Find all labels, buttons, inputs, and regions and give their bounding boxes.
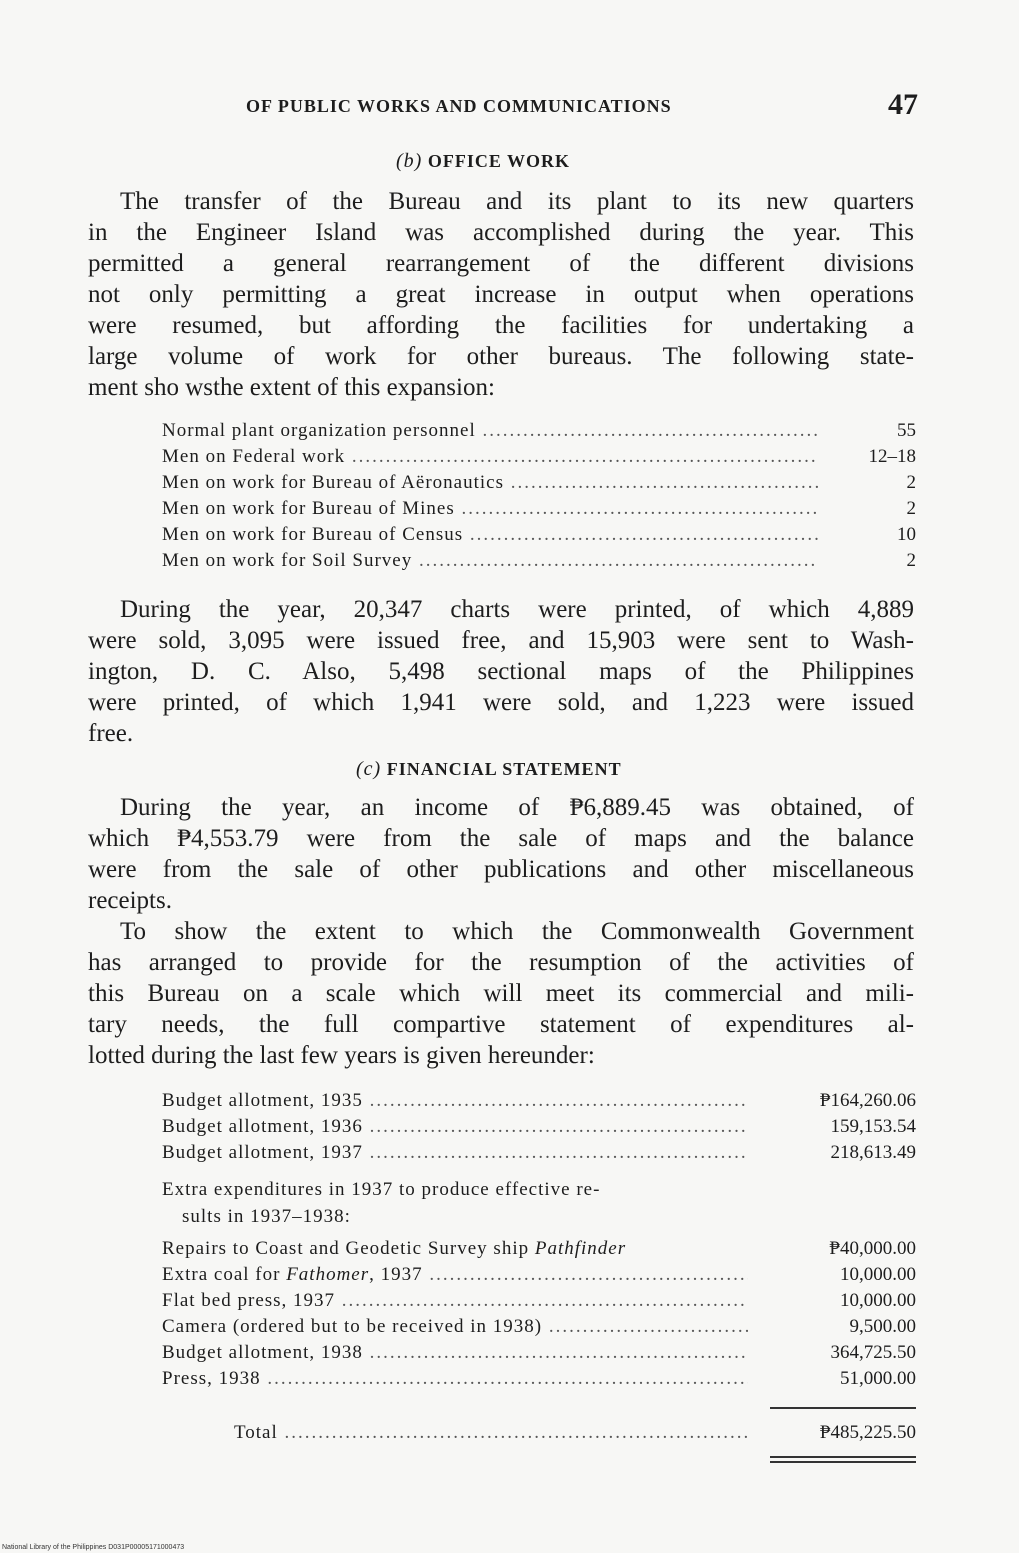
row-label bbox=[162, 1238, 762, 1260]
row-value: 364,725.50 bbox=[830, 1342, 916, 1363]
text-line: not only permitting a great increase in output when operations bbox=[88, 281, 914, 308]
row-value: 2 bbox=[906, 498, 916, 519]
text-line: ington, D. C. Also, 5,498 sectional maps of the Philippines bbox=[88, 658, 914, 685]
text-line: During the year, 20,347 charts were printed, of which 4,889 bbox=[120, 596, 914, 623]
section-title: OFFICE WORK bbox=[427, 151, 571, 171]
table-row bbox=[162, 498, 916, 524]
text-line: were resumed, but affording the facilities for undertaking a bbox=[88, 312, 914, 339]
table-row bbox=[162, 1264, 916, 1290]
section-label: (c) bbox=[356, 758, 382, 780]
row-label: Camera (ordered but to be received in 1938) ..... bbox=[162, 1316, 748, 1338]
text-line: Extra expenditures in 1937 to produce effective re- bbox=[162, 1179, 601, 1200]
row-label: Normal plant organization personnel ..... bbox=[162, 420, 818, 442]
row-label: Budget allotment, 1938 ..... bbox=[162, 1342, 748, 1364]
text-line: free. bbox=[88, 720, 134, 747]
text-line: this Bureau on a scale which will meet its commercial and mili- bbox=[88, 980, 914, 1007]
text-line: lotted during the last few years is given hereunder: bbox=[88, 1042, 595, 1069]
ship-name: Pathfinder bbox=[534, 1238, 627, 1259]
ship-name: Fathomer bbox=[286, 1264, 370, 1285]
row-value: 2 bbox=[906, 550, 916, 571]
row-label: Flat bed press, 1937 ..... bbox=[162, 1290, 748, 1312]
extra-expenditures-note bbox=[162, 1176, 762, 1230]
total-table bbox=[162, 1422, 916, 1448]
row-value: 55 bbox=[897, 420, 916, 441]
text-line: were from the sale of other publications and other miscellaneous bbox=[88, 856, 914, 883]
row-label: Men on work for Bureau of Mines ..... bbox=[162, 498, 818, 520]
total-rule bbox=[770, 1407, 916, 1409]
row-label: Men on Federal work ..... bbox=[162, 446, 818, 468]
label-suffix: , 1937 bbox=[369, 1264, 423, 1285]
table-row bbox=[162, 1116, 916, 1142]
table-row bbox=[162, 550, 916, 576]
row-value: 51,000.00 bbox=[840, 1368, 916, 1389]
table-row bbox=[162, 420, 916, 446]
double-rule-top bbox=[770, 1456, 916, 1458]
table-row bbox=[162, 1238, 916, 1264]
row-value: 159,153.54 bbox=[830, 1116, 916, 1137]
section-label: (b) bbox=[396, 150, 423, 172]
text-line: tary needs, the full compartive statement of expenditures al- bbox=[88, 1011, 914, 1038]
table-row bbox=[162, 1368, 916, 1394]
row-value: 12–18 bbox=[868, 446, 916, 467]
text-line: To show the extent to which the Commonwealth Government bbox=[120, 918, 914, 945]
row-value: 10,000.00 bbox=[840, 1290, 916, 1311]
text-line: The transfer of the Bureau and its plant to its new quarters bbox=[120, 188, 914, 215]
row-value: 2 bbox=[906, 472, 916, 493]
scan-footer: National Library of the Philippines D031P00005171000473 bbox=[2, 1544, 185, 1551]
label-text: Extra coal for bbox=[162, 1264, 287, 1285]
total-label: Total ..... bbox=[234, 1422, 748, 1444]
paragraph-income bbox=[88, 792, 914, 916]
table-row bbox=[162, 472, 916, 498]
row-label: Budget allotment, 1935 ..... bbox=[162, 1090, 748, 1112]
text-line: has arranged to provide for the resumption of the activities of bbox=[88, 949, 914, 976]
table-row bbox=[162, 1342, 916, 1368]
section-title: FINANCIAL STATEMENT bbox=[386, 759, 622, 779]
text-line: were sold, 3,095 were issued free, and 15,903 were sent to Wash- bbox=[88, 627, 914, 654]
page-number: 47 bbox=[888, 88, 918, 121]
row-value: 10,000.00 bbox=[840, 1264, 916, 1285]
text-line: large volume of work for other bureaus. The following state- bbox=[88, 343, 914, 370]
section-heading-financial-statement bbox=[356, 758, 622, 781]
section-heading-office-work bbox=[396, 150, 570, 173]
row-label: Men on work for Soil Survey ..... bbox=[162, 550, 818, 572]
total-value: ₱485,225.50 bbox=[819, 1422, 916, 1443]
text-line: receipts. bbox=[88, 887, 172, 914]
text-line: were printed, of which 1,941 were sold, and 1,223 were issued bbox=[88, 689, 914, 716]
table-row bbox=[162, 1290, 916, 1316]
table-row bbox=[162, 446, 916, 472]
row-value: ₱40,000.00 bbox=[829, 1238, 916, 1259]
running-title: OF PUBLIC WORKS AND COMMUNICATIONS bbox=[246, 96, 672, 116]
text-line: sults in 1937–1938: bbox=[182, 1206, 351, 1227]
extra-expenditures-table bbox=[162, 1238, 916, 1394]
table-row bbox=[162, 524, 916, 550]
text-line: During the year, an income of ₱6,889.45 was obtained, of bbox=[120, 794, 914, 821]
row-label: Men on work for Bureau of Aëronautics ..... bbox=[162, 472, 818, 494]
table-row bbox=[162, 1090, 916, 1116]
row-value: 9,500.00 bbox=[849, 1316, 916, 1337]
text-line: in the Engineer Island was accomplished during the year. This bbox=[88, 219, 914, 246]
row-label bbox=[162, 1264, 748, 1286]
row-value: 10 bbox=[897, 524, 916, 545]
table-row bbox=[162, 1142, 916, 1168]
row-value: 218,613.49 bbox=[830, 1142, 916, 1163]
double-rule-bottom bbox=[770, 1461, 916, 1463]
row-value: ₱164,260.06 bbox=[819, 1090, 916, 1111]
paragraph-office-work bbox=[88, 186, 914, 403]
table-row bbox=[162, 1316, 916, 1342]
row-label: Budget allotment, 1937 ..... bbox=[162, 1142, 748, 1164]
text-line: permitted a general rearrangement of the different divisions bbox=[88, 250, 914, 277]
row-label: Men on work for Bureau of Census ..... bbox=[162, 524, 818, 546]
label-text: Repairs to Coast and Geodetic Survey ship bbox=[162, 1238, 535, 1259]
row-label: Press, 1938 ..... bbox=[162, 1368, 748, 1390]
page-header bbox=[246, 88, 918, 128]
text-line: which ₱4,553.79 were from the sale of maps and the balance bbox=[88, 825, 914, 852]
total-row bbox=[162, 1422, 916, 1448]
row-label: Budget allotment, 1936 ..... bbox=[162, 1116, 748, 1138]
text-line: ment sho wsthe extent of this expansion: bbox=[88, 374, 495, 401]
personnel-table bbox=[162, 420, 916, 576]
paragraph-expenditures bbox=[88, 916, 914, 1071]
paragraph-charts bbox=[88, 594, 914, 749]
budget-table bbox=[162, 1090, 916, 1168]
